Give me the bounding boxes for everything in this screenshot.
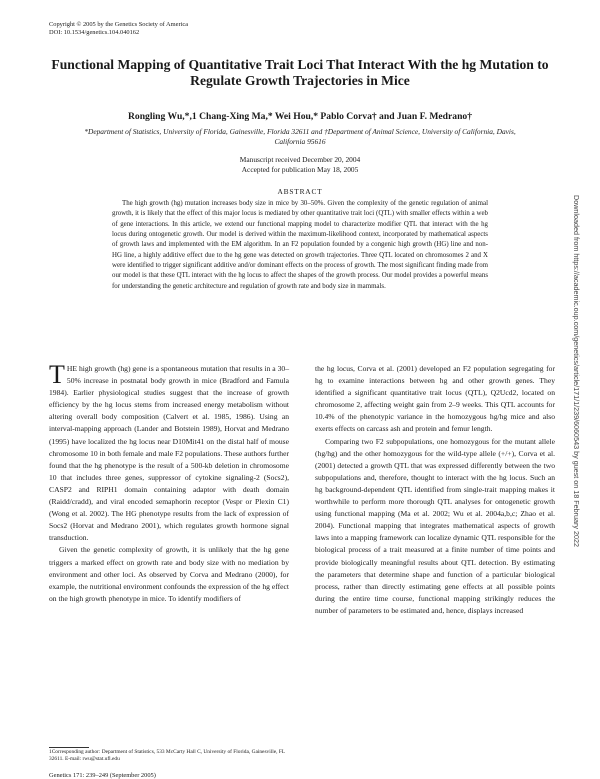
affiliations: *Department of Statistics, University of Florida, Gainesville, Florida 32611 and †Department of Animal Science, University of California, Davis, California 95616	[84, 127, 516, 146]
download-note: Downloaded from https://academic.oup.com/genetics/article/171/1/239/6060543 by guest on 18 February 2022	[572, 195, 581, 548]
intro-paragraph-2: Given the genetic complexity of growth, it is unlikely that the hg gene triggers a marked effect on growth rate and body size with no mediation by environment and other loci. As observed by Corva and Medrano (2000), for example, the nutritional environment confounds the expression of the hg effect on the high growth phenotype in mice. To identify modifiers of	[49, 545, 289, 603]
intro-paragraph-3: the hg locus, Corva et al. (2001) developed an F2 population segregating for hg to examine interactions between hg and other growth genes. They identified a significant quantitative trait locus (QTL), Q2Ucd2, located on chromosome 2, affecting weight gain from 2–9 weeks. This QTL accounts for 10.4% of the phenotypic variance in the homozygous hg/hg mice and also exerts effects on carcass ash and protein and femur length.	[315, 364, 555, 434]
body-column-right	[315, 363, 555, 617]
intro-paragraph-1	[49, 360, 289, 544]
intro-paragraph-4: Comparing two F2 subpopulations, one homozygous for the mutant allele (hg/hg) and the other homozygous for the wild-type allele (+/+), Corva et al. (2001) detected a growth QTL that was expressed differently between the two subpopulations and, therefore, thought to interact with the hg locus. Such an hg background-dependent QTL identified from single-trait mapping makes it worthwhile to perform more thorough QTL analyses for ontogenetic growth using functional mapping (Ma et al. 2002; Wu et al. 2004a,b,c; Zhao et al. 2004). Functional mapping that integrates mathematical aspects of growth laws into a mapping framework can localize dynamic QTL responsible for the biological process of a trait measured at a finite number of time points and provide biologically meaningful results about QTL detection. By estimating the parameters that determine shape and function of a particular biological process, rather than directly estimating gene effects at all possible points during the entire time course, functional mapping strikingly reduces the number of parameters to be estimated and, hence, displays increased	[315, 436, 555, 615]
copyright-line: Copyright © 2005 by the Genetics Society of America	[49, 21, 189, 28]
corresponding-author-footnote: 1Corresponding author: Department of Statistics, 533 McCarty Hall C, University of Florida, Gainesville, FL 32611. E-mail: rwu@stat.ufl.edu	[49, 749, 285, 762]
article-title: Functional Mapping of Quantitative Trait Loci That Interact With the hg Mutation to Regulate Growth Trajectories in Mice	[51, 57, 549, 88]
author-list: Rongling Wu,*,1 Chang-Xing Ma,* Wei Hou,* Pablo Corva† and Juan F. Medrano†	[127, 111, 472, 122]
download-sidebar	[570, 195, 581, 587]
doi-line: DOI: 10.1534/genetics.104.040162	[49, 29, 140, 36]
abstract-heading: ABSTRACT	[277, 187, 323, 196]
intro-paragraph-1-text: HE high growth (hg) gene is a spontaneous mutation that results in a 30–50% increase in postnatal body growth in mice (Bradford and Famula 1984). Earlier physiological studies suggest that the increase of growth efficiency by the hg locus stems from increased energy metabolism without altering overall body composition (Calvert et al. 1985, 1986). Using an interval-mapping approach (Lander and Botstein 1989), Horvat and Medrano (1995) have localized the hg locus near D10Mit41 on the distal half of mouse chromosome 10 in both female and male F2 populations. These authors further found that the hg phenotype is the result of a 500-kb deletion in chromosome 10 that includes three genes, suppressor of cytokine signaling-2 (Socs2), CASP2 and RIPH1 domain containing adaptor with death domain (Raidd/cradd), and viral encoded semaphorin receptor (Vespr or Plexin C1) (Wong et al. 2002). The HG phenotype results from the lack of expression of Socs2 (Horvat and Medrano 2001), which regulates growth hormone signal transduction.	[49, 364, 289, 543]
journal-citation: Genetics 171: 239–249 (September 2005)	[49, 772, 156, 779]
abstract-text: The high growth (hg) mutation increases body size in mice by 30–50%. Given the complexity of the genetic regulation of animal growth, it is likely that the effect of this major locus is mediated by other quantitative trait loci (QTL) with smaller effects within a web of gene interactions. In this article, we extend our functional mapping model to characterize modifier QTL that interact with the hg locus during ontogenetic growth. Our model is derived within the maximum-likelihood context, incorporated by mathematical aspects of growth laws and implemented with the EM algorithm. In an F2 population founded by a congenic high growth (HG) line and non-HG line, a highly additive effect due to the hg gene was detected on growth trajectories. Three QTL located on chromosomes 2 and X were identified to trigger significant additive and/or dominant effects on the process of growth. The most significant finding made from our model is that these QTL interact with the hg locus to affect the shapes of the growth process. Our model provides a powerful means for understanding the genetic architecture and regulation of growth rate and body size in mammals.	[112, 200, 488, 290]
accepted-date: Accepted for publication May 18, 2005	[241, 165, 359, 174]
manuscript-dates	[150, 155, 450, 175]
copyright-block	[49, 21, 188, 37]
body-column-left	[49, 360, 289, 605]
received-date: Manuscript received December 20, 2004	[239, 155, 361, 164]
footnote-rule	[49, 747, 89, 748]
drop-cap: T	[49, 360, 65, 389]
